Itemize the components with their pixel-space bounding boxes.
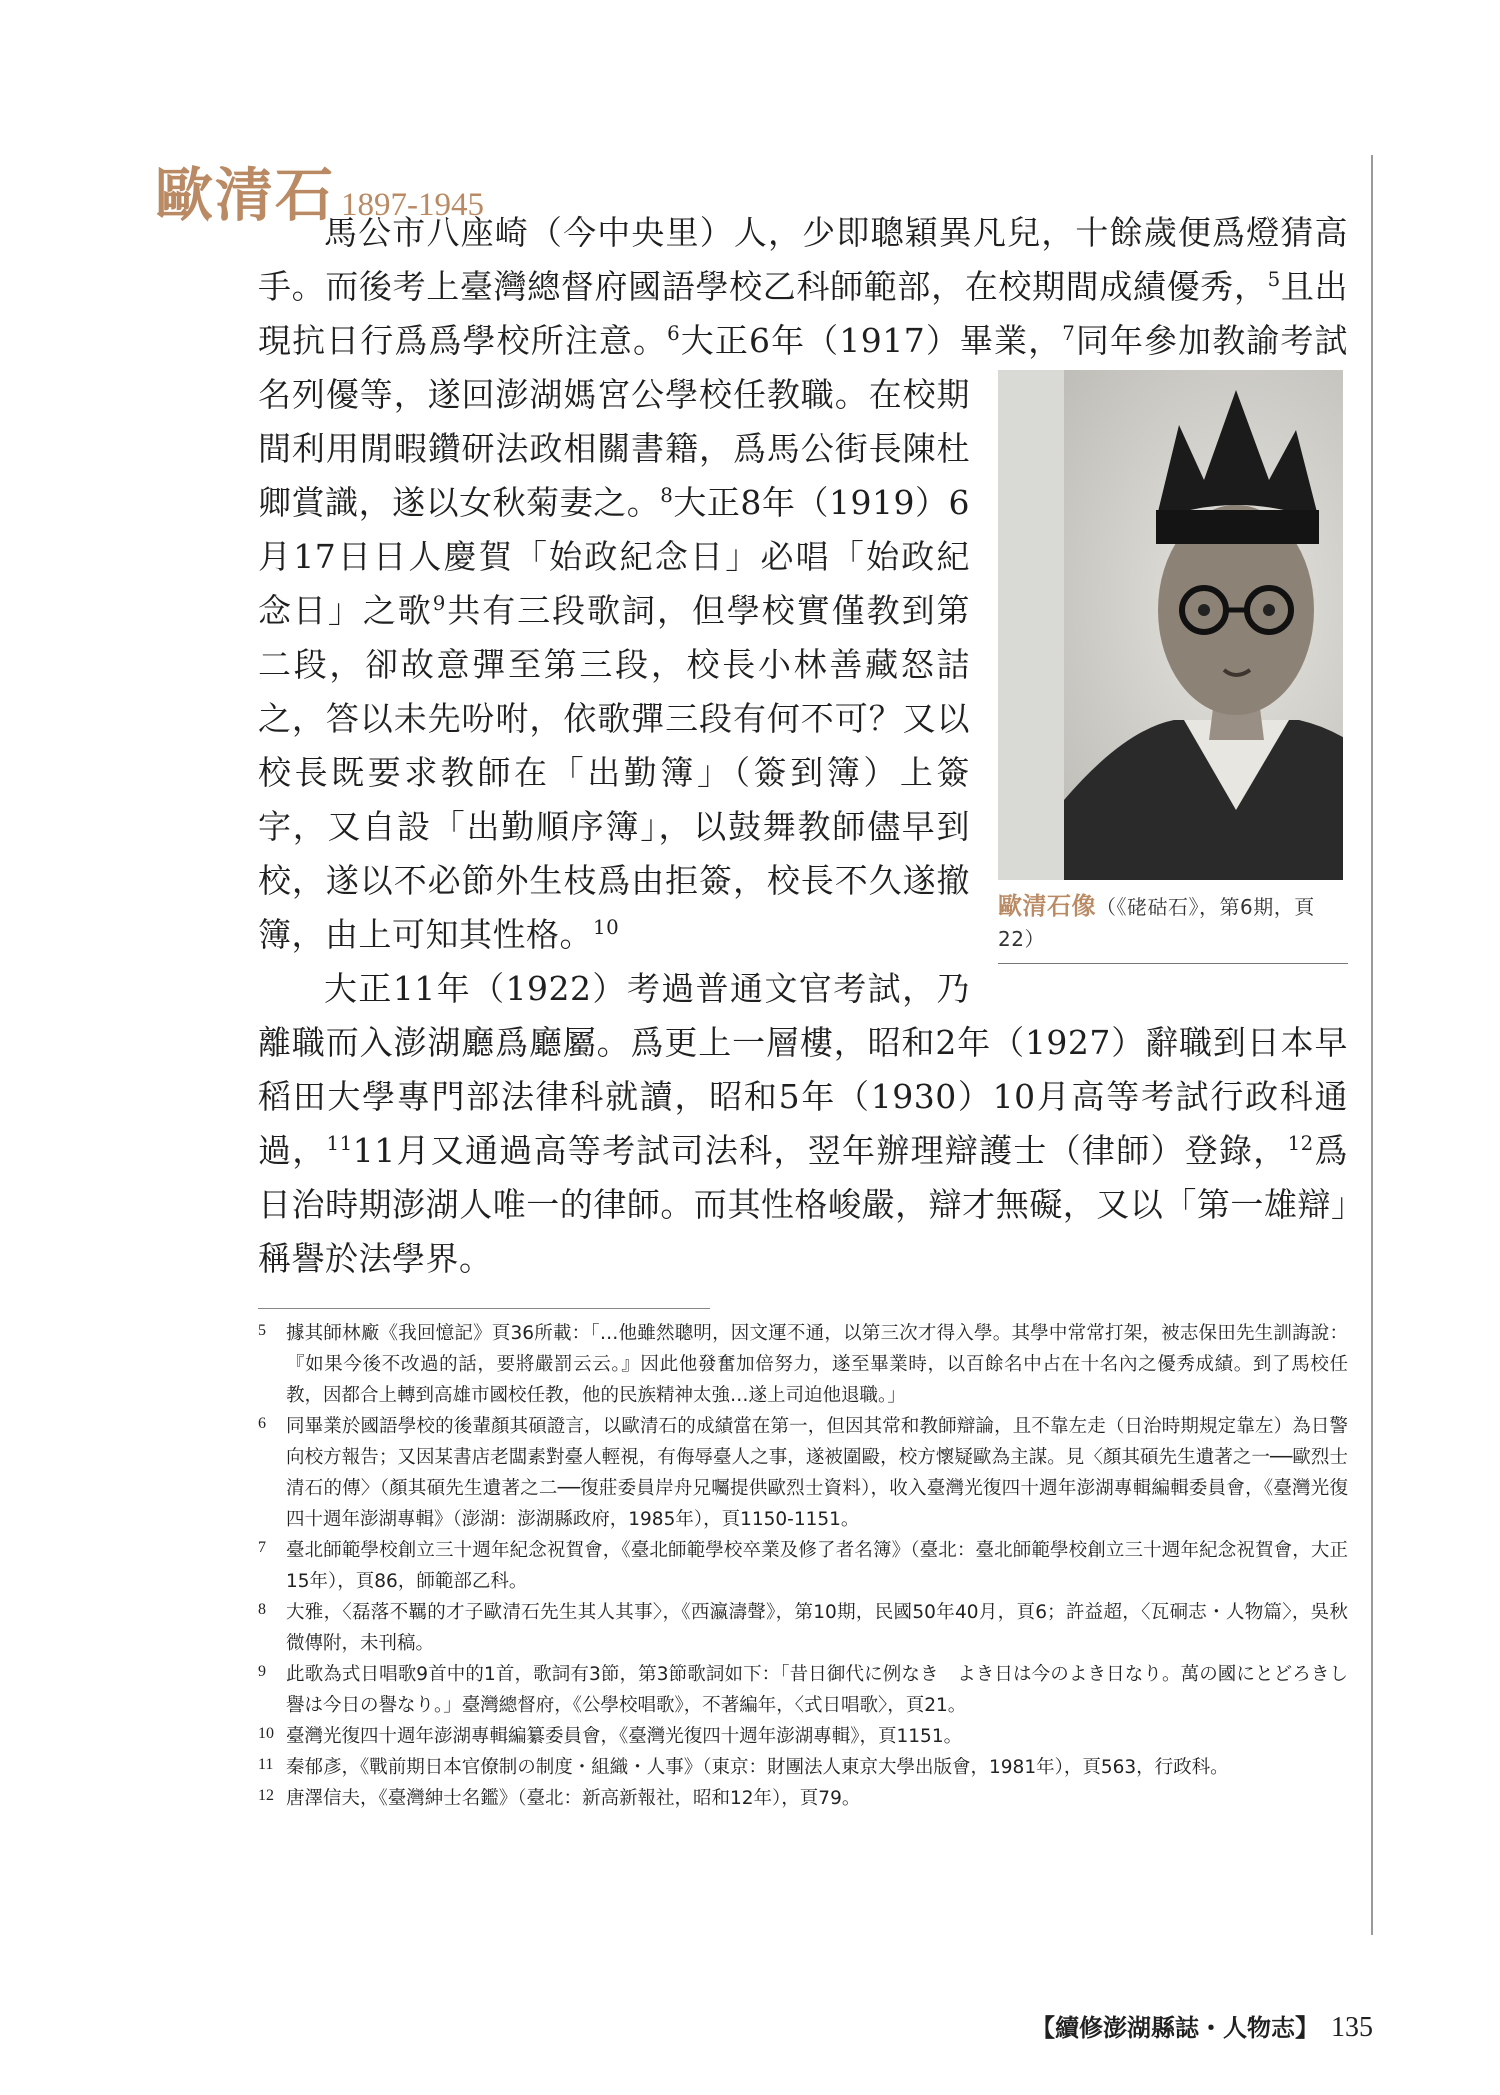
page-number: 135: [1331, 2012, 1373, 2043]
paragraph-1: 馬公市八座崎（今中央里）人，少即聰穎異凡兒，十餘歲便爲燈猜高手。而後考上臺灣總督府國語學校乙科師範部，在校期間成績優秀，$^5$且出現抗日行爲爲學校所注意。$^6$大正6年（1917）畢業，$^7$ 歐清石像（《硓𥑮石》，第6期，頁22） 同年參加教諭考試名列優等，遂回澎湖媽宮公學校任教職。在校期間利用閒暇鑽研法政相關書籍，爲馬公街長陳杜卿賞識，遂以女秋菊妻之。$^8$大正8年（1919）6月17日日人慶賀「始政紀念日」必唱「始政紀念日」之歌$^9$共有三段歌詞，但學校實僅教到第二段，卻故意彈至第三段，校長小林善藏怒詰之，答以未先吩咐，依歌彈三段有何不可？又以校長既要求教師在「出勤簿」（簽到簿）上簽字，又自設「出勤順序簿」，以鼓舞教師儘早到校，遂以不必節外生枝爲由拒簽，校長不久遂撤簿，由上可知其性格。$^{10}$: [258, 206, 1348, 962]
paragraph-1-continued: 歐清石像（《硓𥑮石》，第6期，頁22） 同年參加教諭考試名列優等，遂回澎湖媽宮公學校任教職。在校期間利用閒暇鑽研法政相關書籍，爲馬公街長陳杜卿賞識，遂以女秋菊妻之。$^8$大正8年（1919）6月17日日人慶賀「始政紀念日」必唱「始政紀念日」之歌$^9$共有三段歌詞，但學校實僅教到第二段，卻故意彈至第三段，校長小林善藏怒詰之，答以未先吩咐，依歌彈三段有何不可？又以校長既要求教師在「出勤簿」（簽到簿）上簽字，又自設「出勤順序簿」，以鼓舞教師儘早到校，遂以不必節外生枝爲由拒簽，校長不久遂撤簿，由上可知其性格。$^{10}$: [258, 321, 1348, 954]
footnote-10: 10 臺灣光復四十週年澎湖專輯編纂委員會，《臺灣光復四十週年澎湖專輯》，頁1151。: [258, 1725, 963, 1747]
page-footer: [1031, 2008, 1373, 2044]
caption-source: （《硓𥑮石》，第6期，頁22）: [998, 895, 1315, 951]
footnote-9: 9 此歌為式日唱歌9首中的1首，歌詞有3節，第3節歌詞如下：「昔日御代に例なき よき日は今のよき日なり。萬の國にとどろきし 譽は今日の譽なり。」臺灣總督府，《公學校唱歌》，不著編年，〈式日唱歌〉，頁21。: [258, 1663, 1367, 1716]
footnote-ref-7[interactable]: 7: [1062, 322, 1076, 345]
footnote-ref-5[interactable]: 5: [1267, 268, 1281, 291]
footnote-11: 11 秦郁彥，《戰前期日本官僚制の制度・組織・人事》（東京：財團法人東京大學出版會，1981年），頁563，行政科。: [258, 1756, 1229, 1778]
paragraph-2: 大正11年（1922）考過普通文官考試，乃離職而入澎湖廳爲廳屬。爲更上一層樓，昭和2年（1927）辭職到日本早稻田大學專門部法律科就讀，昭和5年（1930）10月高等考試行政科通過，$^{11}$11月又通過高等考試司法科，翌年辦理辯護士（律師）登錄，$^{12}$爲日治時期澎湖人唯一的律師。而其性格峻嚴，辯才無礙，又以「第一雄辯」稱譽於法學界。: [258, 969, 1349, 1278]
margin-rule: [1371, 155, 1373, 1935]
footnote-ref-9[interactable]: 9: [432, 592, 446, 615]
portrait-figure: [998, 370, 1348, 964]
footnotes: [258, 1318, 1367, 1814]
running-footer-title: 【續修澎湖縣誌・人物志】: [1031, 2013, 1319, 2042]
footnote-5: 5 據其師林廠《我回憶記》頁36所載：「…他雖然聰明，因文運不通，以第三次才得入學。其學中常常打架，被志保田先生訓誨說：『如果今後不改過的話，要將嚴罰云云。』因此他發奮加倍努力，遂至畢業時，以百餘名中占在十名內之優秀成績。到了馬校任教，因都合上轉到高雄市國校任教，他的民族精神太強…遂上司迫他退職。」: [258, 1322, 1348, 1406]
footnote-divider: [258, 1308, 710, 1309]
footnote-ref-8[interactable]: 8: [660, 484, 674, 507]
biography-text: [258, 206, 1348, 1286]
footnote-7: 7 臺北師範學校創立三十週年紀念祝賀會，《臺北師範學校卒業及修了者名簿》（臺北：臺北師範學校創立三十週年紀念祝賀會，大正15年），頁86，師範部乙科。: [258, 1539, 1348, 1592]
portrait-image: [1064, 370, 1343, 880]
portrait-photo: [998, 370, 1343, 880]
footnote-8: 8 大雅，〈磊落不羈的才子歐清石先生其人其事〉，《西瀛濤聲》，第10期，民國50年40月，頁6；許益超，〈瓦硐志・人物篇〉，吳秋微傳附，未刊稿。: [258, 1601, 1348, 1654]
person-name: 歐清石: [155, 161, 336, 229]
footnote-ref-6[interactable]: 6: [667, 322, 681, 345]
footnote-12: 12 唐澤信夫，《臺灣紳士名鑑》（臺北：新高新報社，昭和12年），頁79。: [258, 1787, 861, 1809]
caption-title: 歐清石像: [998, 892, 1096, 920]
footnote-ref-10[interactable]: 10: [593, 916, 620, 939]
footnote-ref-12[interactable]: 12: [1287, 1132, 1314, 1155]
footnote-6: 6 同畢業於國語學校的後輩顏其碩證言，以歐清石的成績當在第一，但因其常和教師辯論，且不靠左走（日治時期規定靠左）為日警向校方報告；又因某書店老闆素對臺人輕視，有侮辱臺人之事，遂被圍毆，校方懷疑歐為主謀。見〈顏其碩先生遺著之一──歐烈士清石的傳〉（顏其碩先生遺著之二──復莊委員岸舟兄囑提供歐烈士資料），收入臺灣光復四十週年澎湖專輯編輯委員會，《臺灣光復四十週年澎湖專輯》（澎湖：澎湖縣政府，1985年），頁1150-1151。: [258, 1415, 1348, 1530]
figure-caption: [998, 890, 1348, 964]
life-years: 1897-1945: [341, 187, 485, 223]
footnote-ref-11[interactable]: 11: [326, 1132, 353, 1155]
